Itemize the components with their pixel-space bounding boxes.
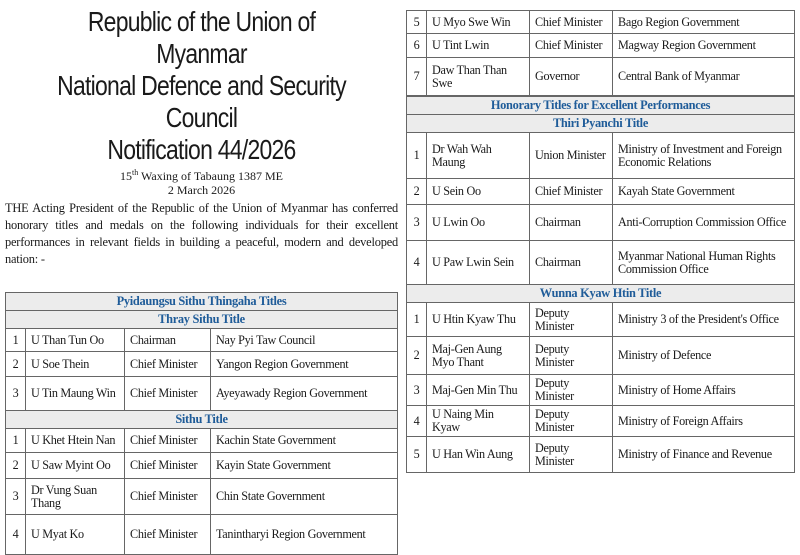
table-row [407,34,795,58]
title-line-1: Republic of the Union of Myanmar [87,6,316,69]
table-row [407,179,795,205]
recipient-position: Chief Minister [125,453,211,479]
recipient-organization: Ayeyawady Region Government [211,377,398,411]
recipient-name: U Tin Maung Win [26,377,125,411]
recipient-position: Chief Minister [530,179,613,205]
recipient-organization: Chin State Government [211,479,398,515]
recipient-organization: Yangon Region Government [211,352,398,377]
row-number: 1 [6,329,26,352]
row-number: 2 [6,453,26,479]
recipient-name: U Lwin Oo [427,205,530,241]
row-number: 7 [407,58,427,96]
recipient-organization: Kachin State Government [211,429,398,453]
title-line-2: National Defence and Security Council [57,70,346,133]
date-month: Waxing of Tabaung 1387 ME [138,169,283,183]
recipient-position: Chief Minister [125,479,211,515]
recipient-position: Deputy Minister [530,437,613,473]
recipient-name: U Than Tun Oo [26,329,125,352]
recipient-position: Chairman [125,329,211,352]
recipient-position: Deputy Minister [530,303,613,337]
recipient-organization: Kayah State Government [613,179,795,205]
recipient-name: U Myat Ko [26,515,125,555]
row-number: 1 [6,429,26,453]
recipient-name: Dr Wah Wah Maung [427,133,530,179]
recipient-position: Governor [530,58,613,96]
table-row [6,429,398,453]
section-heading-label: Honorary Titles for Excellent Performances [407,97,795,115]
recipient-organization: Myanmar National Human Rights Commission Office [613,241,795,285]
right-awards-table [406,10,795,96]
table-row [407,437,795,473]
table-row [407,303,795,337]
row-number: 4 [6,515,26,555]
recipient-name: Maj-Gen Min Thu [427,375,530,406]
recipient-position: Chairman [530,205,613,241]
section-heading-label: Pyidaungsu Sithu Thingaha Titles [6,293,398,311]
table-row [6,515,398,555]
recipient-name: U Myo Swe Win [427,11,530,34]
subsection-heading [407,115,795,133]
date-myanmar [5,166,398,183]
row-number: 3 [407,205,427,241]
intro-paragraph: THE Acting President of the Republic of the Union of Myanmar has conferred honorary titles and medals on the following individuals for their excellent performances in relevant fields in building a peaceful, modern and developed nation: - [5,201,398,266]
recipient-organization: Tanintharyi Region Government [211,515,398,555]
recipient-name: U Naing Min Kyaw [427,406,530,437]
recipient-name: U Paw Lwin Sein [427,241,530,285]
left-column [5,6,398,555]
row-number: 2 [407,337,427,375]
recipient-organization: Bago Region Government [613,11,795,34]
recipient-name: Dr Vung Suan Thang [26,479,125,515]
row-number: 4 [407,241,427,285]
recipient-position: Chief Minister [125,515,211,555]
recipient-position: Chief Minister [530,11,613,34]
recipient-position: Chief Minister [125,429,211,453]
subsection-heading [407,285,795,303]
recipient-name: U Htin Kyaw Thu [427,303,530,337]
recipient-organization: Anti-Corruption Commission Office [613,205,795,241]
recipient-name: U Soe Thein [26,352,125,377]
subsection-heading-label: Sithu Title [6,411,398,429]
recipient-organization: Ministry of Foreign Affairs [613,406,795,437]
recipient-position: Deputy Minister [530,375,613,406]
recipient-organization: Nay Pyi Taw Council [211,329,398,352]
recipient-name: U Khet Htein Nan [26,429,125,453]
recipient-position: Deputy Minister [530,337,613,375]
row-number: 6 [407,34,427,58]
recipient-organization: Ministry of Finance and Revenue [613,437,795,473]
date-suffix: th [132,168,139,177]
recipient-organization: Central Bank of Myanmar [613,58,795,96]
recipient-name: U Han Win Aung [427,437,530,473]
row-number: 4 [407,406,427,437]
recipient-organization: Kayin State Government [211,453,398,479]
table-row [407,205,795,241]
recipient-organization: Ministry 3 of the President's Office [613,303,795,337]
subsection-heading-label: Wunna Kyaw Htin Title [407,285,795,303]
subsection-heading [6,311,398,329]
section-heading [407,97,795,115]
section-heading [6,293,398,311]
subsection-heading-label: Thiri Pyanchi Title [407,115,795,133]
row-number: 3 [6,479,26,515]
recipient-name: U Saw Myint Oo [26,453,125,479]
row-number: 2 [407,179,427,205]
table-row [407,241,795,285]
recipient-position: Chief Minister [530,34,613,58]
recipient-position: Chairman [530,241,613,285]
recipient-name: Maj-Gen Aung Myo Thant [427,337,530,375]
table-row [407,133,795,179]
recipient-position: Union Minister [530,133,613,179]
row-number: 5 [407,437,427,473]
recipient-organization: Ministry of Investment and Foreign Economic Relations [613,133,795,179]
subsection-heading [6,411,398,429]
recipient-position: Chief Minister [125,377,211,411]
row-number: 2 [6,352,26,377]
table-row [6,377,398,411]
table-row [407,58,795,96]
table-row [407,406,795,437]
table-row [6,329,398,352]
title-line-3: Notification 44/2026 [107,134,296,165]
row-number: 5 [407,11,427,34]
right-column [406,10,795,473]
honorary-titles-table [406,96,795,473]
row-number: 1 [407,133,427,179]
subsection-heading-label: Thray Sithu Title [6,311,398,329]
date-gregorian: 2 March 2026 [167,183,236,197]
table-row [407,11,795,34]
table-row [407,375,795,406]
table-row [6,479,398,515]
recipient-organization: Ministry of Home Affairs [613,375,795,406]
table-row [6,352,398,377]
notification-title [40,6,362,166]
row-number: 3 [407,375,427,406]
left-awards-table [5,292,398,555]
recipient-name: U Sein Oo [427,179,530,205]
table-row [6,453,398,479]
date-day: 15 [120,169,133,183]
row-number: 1 [407,303,427,337]
table-row [407,337,795,375]
row-number: 3 [6,377,26,411]
recipient-position: Chief Minister [125,352,211,377]
recipient-position: Deputy Minister [530,406,613,437]
recipient-organization: Ministry of Defence [613,337,795,375]
recipient-name: Daw Than Than Swe [427,58,530,96]
recipient-name: U Tint Lwin [427,34,530,58]
recipient-organization: Magway Region Government [613,34,795,58]
